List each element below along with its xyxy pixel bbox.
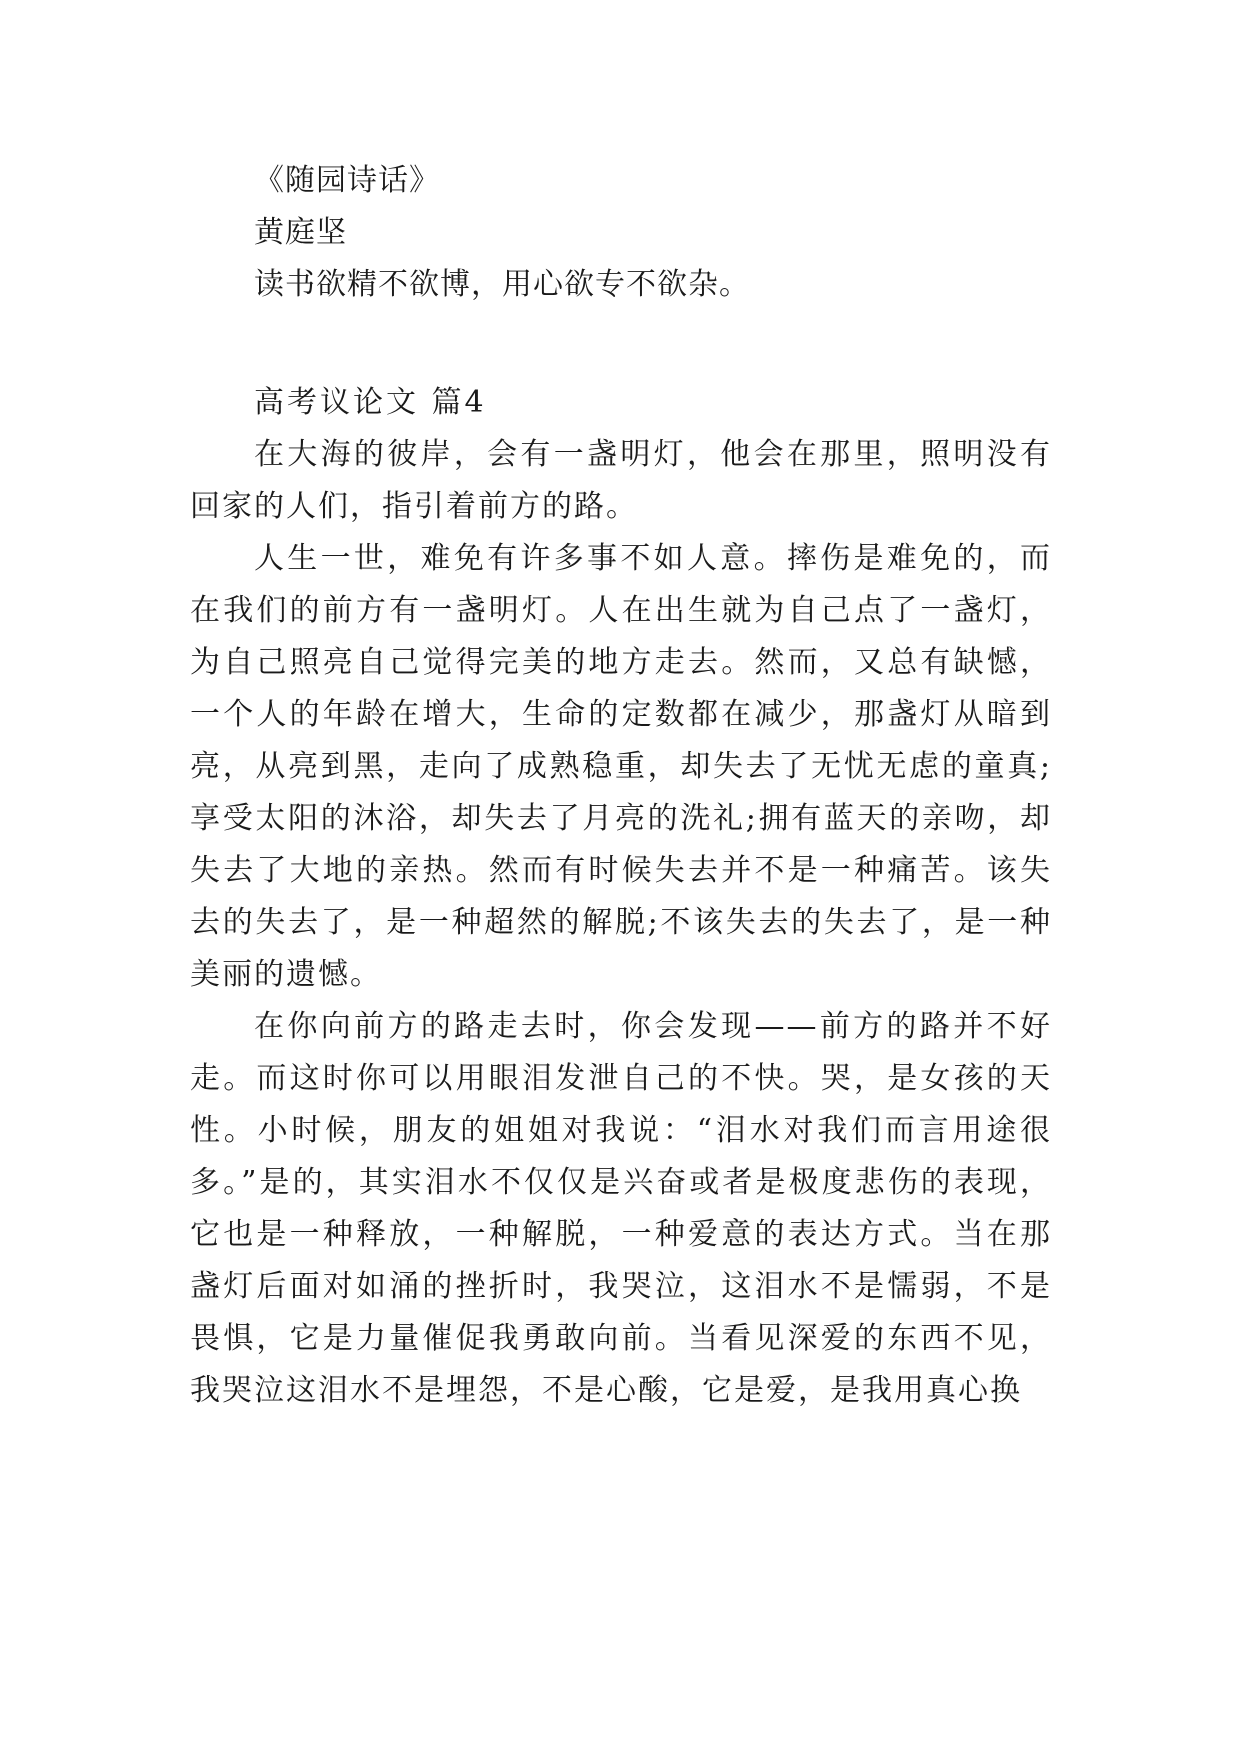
section-spacer xyxy=(190,311,1052,377)
paragraph-2: 人生一世，难免有许多事不如人意。摔伤是难免的，而在我们的前方有一盏明灯。人在出生就为自己点了一盏灯，为自己照亮自己觉得完美的地方走去。然而，又总有缺憾，一个人的年龄在增大，生命的定数都在减少，那盏灯从暗到亮，从亮到黑，走向了成熟稳重，却失去了无忧无虑的童真;享受太阳的沐浴，却失去了月亮的洗礼;拥有蓝天的亲吻，却失去了大地的亲热。然而有时候失去并不是一种痛苦。该失去的失去了，是一种超然的解脱;不该失去的失去了，是一种美丽的遗憾。 xyxy=(190,541,1052,992)
paragraph-3: 在你向前方的路走去时，你会发现——前方的路并不好走。而这时你可以用眼泪发泄自己的不快。哭，是女孩的天性。小时候，朋友的姐姐对我说：“泪水对我们而言用途很多。”是的，其实泪水不仅仅是兴奋或者是极度悲伤的表现，它也是一种释放，一种解脱，一种爱意的表达方式。当在那盏灯后面对如涌的挫折时，我哭泣，这泪水不是懦弱，不是畏惧，它是力量催促我勇敢向前。当看见深爱的东西不见，我哭泣这泪水不是埋怨，不是心酸，它是爱，是我用真心换 xyxy=(190,1009,1052,1408)
quote-text: 读书欲精不欲博，用心欲专不欲杂。 xyxy=(254,267,750,302)
author-name: 黄庭坚 xyxy=(254,215,347,250)
document-body xyxy=(190,155,1052,1417)
book-title: 《随园诗话》 xyxy=(254,163,440,198)
section-title: 高考议论文 篇4 xyxy=(254,385,487,420)
paragraph-1: 在大海的彼岸，会有一盏明灯，他会在那里，照明没有回家的人们，指引着前方的路。 xyxy=(190,437,1052,524)
